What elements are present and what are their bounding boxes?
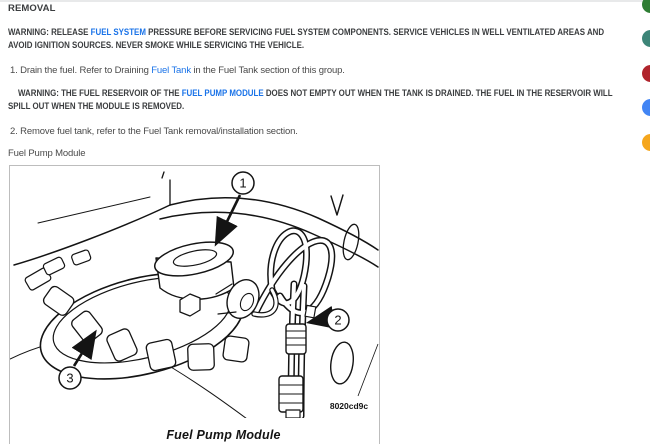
figure-label: Fuel Pump Module [8,148,86,159]
warning-2-text-post: DOES NOT EMPTY OUT WHEN THE TANK IS DRAINED. THE FUEL IN THE RESERVOIR WILL SPILL OUT WHEN THE MODULE IS REMOVED. [8,88,613,112]
warning-text-post: PRESSURE BEFORE SERVICING FUEL SYSTEM COMPONENTS. SERVICE VEHICLES IN WELL VENTILATED AREAS AND AVOID IGNITION SOURCES. NEVER SMOKE WHILE SERVICING THE VEHICLE. [8,27,605,51]
step-1-text-post: in the Fuel Tank section of this group. [190,65,345,76]
quick-action-dot-teal[interactable] [642,30,650,47]
quick-action-dot-red[interactable] [642,65,650,82]
figure-box [9,165,380,444]
callout-2-number: 2 [334,312,342,328]
warning-paragraph-fuel-system [8,27,630,52]
callout-1-arrow [217,195,240,242]
callout-1-number: 1 [239,175,247,191]
quick-action-dot-blue[interactable] [642,99,650,116]
top-divider [0,0,650,2]
step-1 [10,65,345,76]
figure-caption: Fuel Pump Module [166,428,281,442]
step-1-text-pre: 1. Drain the fuel. Refer to Draining [10,65,152,76]
fuel-system-link[interactable]: FUEL SYSTEM [90,27,146,38]
warning-paragraph-reservoir [8,88,630,113]
warning-text-pre: WARNING: RELEASE [8,27,91,38]
quick-action-dot-orange[interactable] [642,134,650,151]
fuel-tank-link[interactable]: Fuel Tank [151,65,191,76]
callout-2-arrow [311,319,326,322]
fuel-pump-module-link[interactable]: FUEL PUMP MODULE [181,88,264,99]
callout-3-number: 3 [66,370,74,386]
warning-2-text-pre: WARNING: THE FUEL RESERVOIR OF THE [17,88,182,99]
fuel-pump-module-diagram [10,166,379,418]
step-2: 2. Remove fuel tank, refer to the Fuel Tank removal/installation section. [10,126,298,137]
quick-action-dot-green[interactable] [642,0,650,13]
figure-code: 8020cd9c [329,401,369,411]
section-heading: REMOVAL [8,3,56,14]
